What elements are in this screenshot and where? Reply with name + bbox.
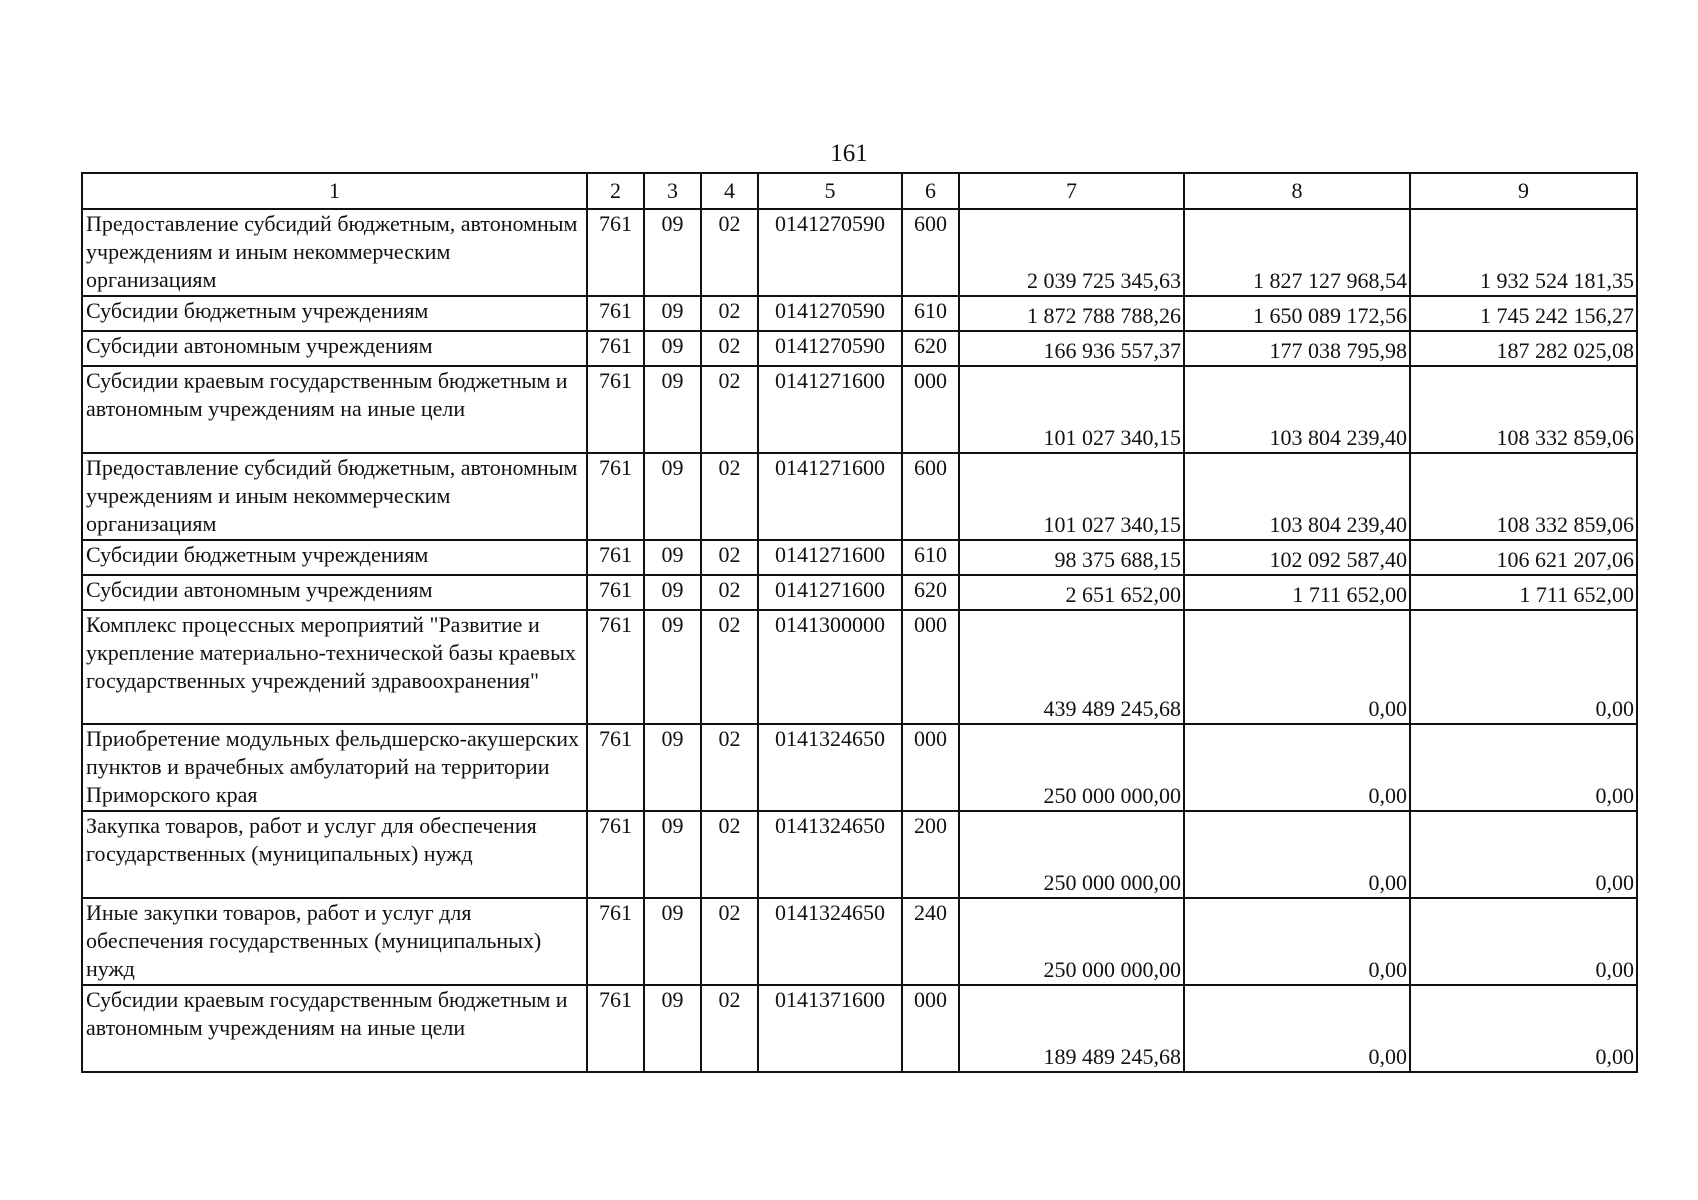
subsection-code-cell: 02 [701, 540, 758, 575]
column-header: 2 [587, 173, 644, 209]
amount-col9-cell: 108 332 859,06 [1410, 366, 1637, 453]
amount-col7-cell: 1 872 788 788,26 [959, 296, 1184, 331]
target-article-cell: 0141271600 [758, 540, 902, 575]
item-name-cell: Субсидии автономным учреждениям [82, 575, 587, 610]
expense-type-cell: 200 [902, 811, 959, 898]
amount-col8-cell: 0,00 [1184, 898, 1410, 985]
subsection-code-cell: 02 [701, 724, 758, 811]
table-row [82, 575, 1637, 610]
admin-code-cell: 761 [587, 209, 644, 296]
table-row [82, 610, 1637, 724]
subsection-code-cell: 02 [701, 811, 758, 898]
section-code-cell: 09 [644, 985, 701, 1072]
table-row [82, 811, 1637, 898]
column-header: 9 [1410, 173, 1637, 209]
section-code-cell: 09 [644, 898, 701, 985]
expense-type-cell: 610 [902, 540, 959, 575]
column-number-row [82, 173, 1637, 209]
column-header: 3 [644, 173, 701, 209]
item-name-cell: Субсидии краевым государственным бюджетным и автономным учреждениям на иные цели [82, 366, 587, 453]
expense-type-cell: 000 [902, 985, 959, 1072]
amount-col7-cell: 101 027 340,15 [959, 453, 1184, 540]
amount-col7-cell: 250 000 000,00 [959, 724, 1184, 811]
section-code-cell: 09 [644, 296, 701, 331]
amount-col7-cell: 439 489 245,68 [959, 610, 1184, 724]
admin-code-cell: 761 [587, 366, 644, 453]
admin-code-cell: 761 [587, 610, 644, 724]
section-code-cell: 09 [644, 366, 701, 453]
target-article-cell: 0141270590 [758, 331, 902, 366]
expense-type-cell: 240 [902, 898, 959, 985]
admin-code-cell: 761 [587, 296, 644, 331]
admin-code-cell: 761 [587, 811, 644, 898]
amount-col8-cell: 1 711 652,00 [1184, 575, 1410, 610]
section-code-cell: 09 [644, 610, 701, 724]
item-name-cell: Предоставление субсидий бюджетным, автономным учреждениям и иным некоммерческим организациям [82, 209, 587, 296]
expense-type-cell: 600 [902, 209, 959, 296]
budget-table [81, 172, 1638, 1073]
admin-code-cell: 761 [587, 985, 644, 1072]
table-row [82, 209, 1637, 296]
column-header: 8 [1184, 173, 1410, 209]
admin-code-cell: 761 [587, 724, 644, 811]
table-row [82, 540, 1637, 575]
amount-col7-cell: 250 000 000,00 [959, 811, 1184, 898]
subsection-code-cell: 02 [701, 898, 758, 985]
admin-code-cell: 761 [587, 898, 644, 985]
admin-code-cell: 761 [587, 540, 644, 575]
table-row [82, 898, 1637, 985]
table-row [82, 453, 1637, 540]
item-name-cell: Субсидии бюджетным учреждениям [82, 540, 587, 575]
expense-type-cell: 620 [902, 331, 959, 366]
admin-code-cell: 761 [587, 331, 644, 366]
table-row [82, 366, 1637, 453]
target-article-cell: 0141271600 [758, 366, 902, 453]
subsection-code-cell: 02 [701, 453, 758, 540]
expense-type-cell: 000 [902, 724, 959, 811]
amount-col8-cell: 0,00 [1184, 811, 1410, 898]
subsection-code-cell: 02 [701, 610, 758, 724]
amount-col7-cell: 250 000 000,00 [959, 898, 1184, 985]
subsection-code-cell: 02 [701, 296, 758, 331]
target-article-cell: 0141371600 [758, 985, 902, 1072]
item-name-cell: Субсидии автономным учреждениям [82, 331, 587, 366]
item-name-cell: Предоставление субсидий бюджетным, автономным учреждениям и иным некоммерческим организациям [82, 453, 587, 540]
table-row [82, 724, 1637, 811]
amount-col8-cell: 102 092 587,40 [1184, 540, 1410, 575]
amount-col9-cell: 1 745 242 156,27 [1410, 296, 1637, 331]
expense-type-cell: 610 [902, 296, 959, 331]
target-article-cell: 0141324650 [758, 724, 902, 811]
amount-col8-cell: 0,00 [1184, 724, 1410, 811]
expense-type-cell: 600 [902, 453, 959, 540]
amount-col8-cell: 103 804 239,40 [1184, 366, 1410, 453]
section-code-cell: 09 [644, 575, 701, 610]
item-name-cell: Иные закупки товаров, работ и услуг для обеспечения государственных (муниципальных) нужд [82, 898, 587, 985]
expense-type-cell: 000 [902, 610, 959, 724]
amount-col8-cell: 1 827 127 968,54 [1184, 209, 1410, 296]
section-code-cell: 09 [644, 209, 701, 296]
amount-col7-cell: 2 651 652,00 [959, 575, 1184, 610]
target-article-cell: 0141271600 [758, 575, 902, 610]
amount-col9-cell: 187 282 025,08 [1410, 331, 1637, 366]
section-code-cell: 09 [644, 724, 701, 811]
target-article-cell: 0141300000 [758, 610, 902, 724]
item-name-cell: Приобретение модульных фельдшерско-акушерских пунктов и врачебных амбулаторий на территории Приморского края [82, 724, 587, 811]
column-header: 5 [758, 173, 902, 209]
admin-code-cell: 761 [587, 575, 644, 610]
section-code-cell: 09 [644, 331, 701, 366]
amount-col7-cell: 166 936 557,37 [959, 331, 1184, 366]
amount-col8-cell: 0,00 [1184, 985, 1410, 1072]
item-name-cell: Субсидии краевым государственным бюджетным и автономным учреждениям на иные цели [82, 985, 587, 1072]
table-row [82, 331, 1637, 366]
amount-col9-cell: 0,00 [1410, 610, 1637, 724]
subsection-code-cell: 02 [701, 575, 758, 610]
column-header: 7 [959, 173, 1184, 209]
column-header: 6 [902, 173, 959, 209]
item-name-cell: Комплекс процессных мероприятий "Развитие и укрепление материально-технической базы краевых государственных учреждений здравоохранения" [82, 610, 587, 724]
target-article-cell: 0141270590 [758, 209, 902, 296]
amount-col9-cell: 108 332 859,06 [1410, 453, 1637, 540]
target-article-cell: 0141270590 [758, 296, 902, 331]
item-name-cell: Закупка товаров, работ и услуг для обеспечения государственных (муниципальных) нужд [82, 811, 587, 898]
amount-col9-cell: 1 932 524 181,35 [1410, 209, 1637, 296]
subsection-code-cell: 02 [701, 366, 758, 453]
amount-col7-cell: 98 375 688,15 [959, 540, 1184, 575]
target-article-cell: 0141324650 [758, 898, 902, 985]
amount-col9-cell: 106 621 207,06 [1410, 540, 1637, 575]
admin-code-cell: 761 [587, 453, 644, 540]
section-code-cell: 09 [644, 811, 701, 898]
section-code-cell: 09 [644, 453, 701, 540]
item-name-cell: Субсидии бюджетным учреждениям [82, 296, 587, 331]
section-code-cell: 09 [644, 540, 701, 575]
amount-col7-cell: 189 489 245,68 [959, 985, 1184, 1072]
amount-col8-cell: 0,00 [1184, 610, 1410, 724]
amount-col7-cell: 101 027 340,15 [959, 366, 1184, 453]
amount-col9-cell: 1 711 652,00 [1410, 575, 1637, 610]
amount-col9-cell: 0,00 [1410, 724, 1637, 811]
amount-col9-cell: 0,00 [1410, 811, 1637, 898]
amount-col9-cell: 0,00 [1410, 985, 1637, 1072]
target-article-cell: 0141324650 [758, 811, 902, 898]
amount-col8-cell: 103 804 239,40 [1184, 453, 1410, 540]
target-article-cell: 0141271600 [758, 453, 902, 540]
amount-col9-cell: 0,00 [1410, 898, 1637, 985]
expense-type-cell: 000 [902, 366, 959, 453]
amount-col8-cell: 1 650 089 172,56 [1184, 296, 1410, 331]
page-number: 161 [830, 140, 868, 167]
subsection-code-cell: 02 [701, 331, 758, 366]
amount-col8-cell: 177 038 795,98 [1184, 331, 1410, 366]
amount-col7-cell: 2 039 725 345,63 [959, 209, 1184, 296]
subsection-code-cell: 02 [701, 985, 758, 1072]
column-header: 1 [82, 173, 587, 209]
column-header: 4 [701, 173, 758, 209]
table-row [82, 296, 1637, 331]
subsection-code-cell: 02 [701, 209, 758, 296]
expense-type-cell: 620 [902, 575, 959, 610]
table-row [82, 985, 1637, 1072]
